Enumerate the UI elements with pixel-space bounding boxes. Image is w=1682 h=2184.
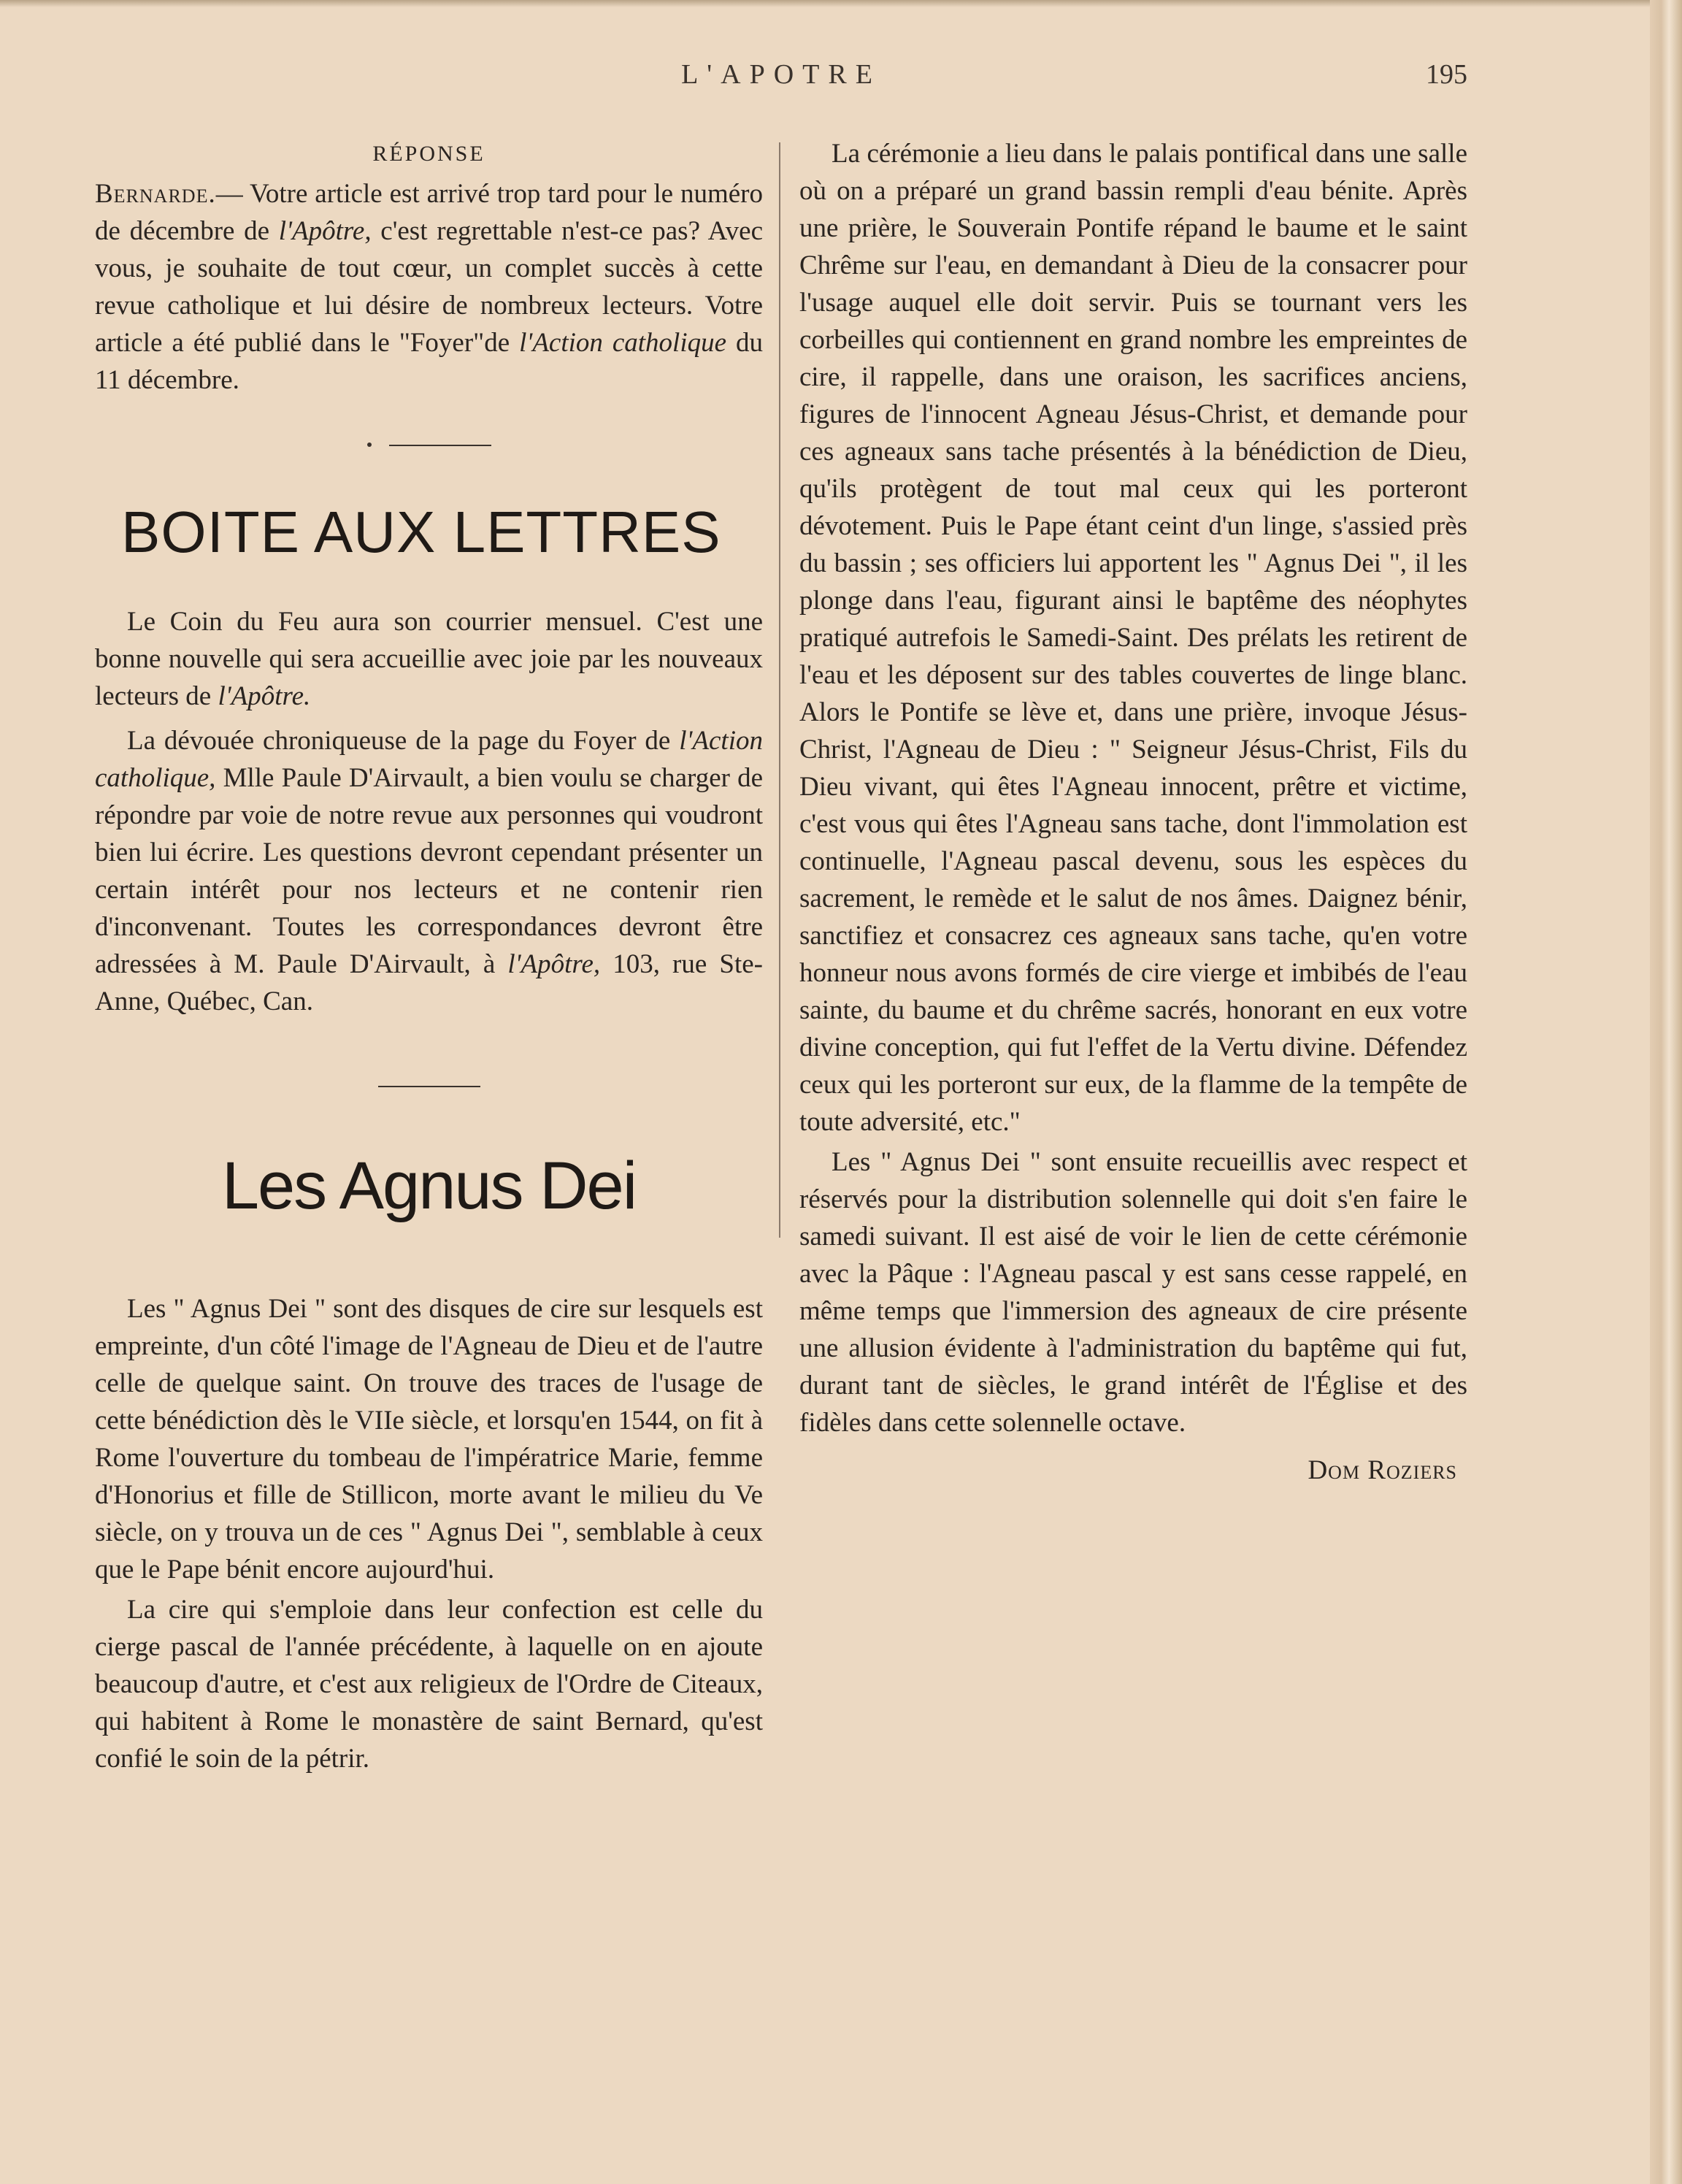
page-top-edge [0,0,1682,7]
conclusion-paragraph: Les " Agnus Dei " sont ensuite recueillis avec respect et réservés pour la distribution solennelle qui doit s'en faire le samedi suivant. Il est aisé de voir le lien de cette cérémonie avec la Pâque : l'Agneau pascal y est sans cesse rappelé, en même temps que l'immersion des agneaux de cire présente une allusion évidente à l'administration du baptême qui fut, durant tant de siècles, le grand intérêt de l'Église et des fidèles dans cette solennelle octave. [799,1147,1467,1438]
agnus-title: Les Agnus Dei [221,1149,637,1223]
reponse-text-2: c'est regrettable n'est-ce pas? Avec vous, je souhaite de tout cœur, un complet succès à cette revue catholique et lui désire de nombreux lecteurs. Votre article a été publié dans le "Foyer"de [95,216,763,358]
reponse-heading: RÉPONSE [372,142,485,166]
ceremony-paragraph: La cérémonie a lieu dans le palais pontifical dans une salle où on a préparé un grand bassin rempli d'eau bénite. Après une prière, le Souverain Pontife répand le baume et le saint Chrême sur l'eau, en demandant à Dieu de la consacrer pour l'usage auquel elle doit servir. Puis se tournant vers les corbeilles qui contiennent en grand nombre les empreintes de cire, il rappelle, dans une oraison, les sacrifices anciens, figures de l'innocent Agneau Jésus-Christ, et demande pour ces agneaux sans tache présentés à la bénédiction de Dieu, qu'ils protègent de tout mal ceux qui les porteront dévotement. Puis le Pape étant ceint d'un linge, s'assied près du bassin ; ses officiers lui apportent les " Agnus Dei ", il les plonge dans l'eau, figurant ainsi le baptême des néophytes pratiqué autrefois le Samedi-Saint. Des prélats les retirent de l'eau et les déposent sur des tables couvertes de linge blanc. Alors le Pontife se lève et, dans une prière, invoque Jésus-Christ, l'Agneau de Dieu : " Seigneur Jésus-Christ, Fils du Dieu vivant, qui êtes l'Agneau innocent, prêtre et victime, c'est vous qui êtes l'Agneau sans tache, dont l'immolation est continuelle, l'Agneau pascal devenu, sous les espèces du sacrement, le remède et le salut de nos âmes. Daignez bénir, sanctifiez et consacrez ces agneaux sans tache, qu'en votre honneur nous avons formés de cire vierge et imbibés de l'eau sainte, du baume et du chrême sacrés, honorant en eux votre divine conception, qui fut l'effet de la Vertu divine. Défendez ceux qui les porteront sur eux, de la flamme de la tempête de toute adversité, etc." [799,139,1467,1137]
running-title: L'APOTRE [681,59,881,90]
boite-p1-apotre: l'Apôtre. [218,681,311,711]
right-column [799,135,1467,1489]
left-column [95,135,763,1777]
reponse-text-1: — Votre article est arrivé trop tard pour le numéro de décembre de [95,179,763,246]
agnus-paragraph-1: Les " Agnus Dei " sont des disques de cire sur lesquels est empreinte, d'un côté l'image de l'Agneau de Dieu et de l'autre celle de quelque saint. On trouve des traces de l'usage de cette bénédiction dès le VIIe siècle, et lorsqu'en 1544, on fit à Rome l'ouverture du tombeau de l'impératrice Marie, femme d'Honorius et fille de Stillicon, morte avant le milieu du Ve siècle, on y trouva un de ces " Agnus Dei ", semblable à ceux que le Pape bénit encore aujourd'hui. [95,1294,763,1585]
page-number: 195 [1426,59,1467,90]
page-header [95,58,1467,102]
boite-title: BOITE AUX LETTRES [121,499,721,564]
boite-p1-text: Le Coin du Feu aura son courrier mensuel. C'est une bonne nouvelle qui sera accueillie avec joie par les nouveaux lecteurs de [95,607,763,711]
agnus-paragraph-2: La cire qui s'emploie dans leur confection est celle du cierge pascal de l'année précédente, à laquelle on en ajoute beaucoup d'autre, et c'est aux religieux de l'Ordre de Citeaux, qui habitent à Rome le monastère de saint Bernard, qu'est confié le soin de la pétrir. [95,1595,763,1774]
boite-paragraph-2 [95,722,763,1020]
section-separator [367,442,491,448]
reponse-text-3: du 11 décembre. [95,328,764,395]
boite-p2-text-1: La dévouée chroniqueuse de la page du Foyer de [127,726,680,756]
boite-p2-action: l'Action catholique, [95,726,763,793]
section-separator-2 [378,1086,480,1087]
boite-p2-text-3: 103, rue Ste-Anne, Québec, Can. [95,949,763,1016]
reponse-action: l'Action catholique [519,328,727,358]
boite-p2-apotre: l'Apôtre, [507,949,601,979]
reponse-paragraph [95,175,763,399]
reponse-apotre: l'Apôtre, [278,216,372,246]
page-binding-edge [1650,0,1682,2184]
boite-paragraph-1 [95,603,763,715]
author-signature: Dom Roziers [1307,1455,1457,1485]
boite-p2-text-2: Mlle Paule D'Airvault, a bien voulu se charger de répondre par voie de notre revue aux personnes qui voudront bien lui écrire. Les questions devront cependant présenter un certain intérêt pour nos lecteurs et ne contenir rien d'inconvenant. Toutes les correspondances devront être adressées à M. Paule D'Airvault, à [95,763,763,979]
column-divider [779,142,780,1238]
reponse-name: Bernarde. [95,179,216,209]
